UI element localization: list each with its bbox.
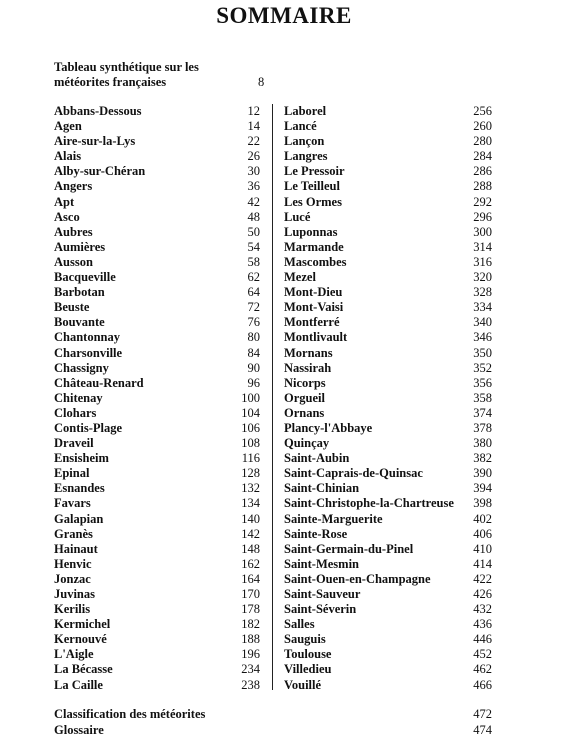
toc-entry	[54, 451, 260, 466]
entry-page-number: 286	[473, 164, 492, 179]
entry-title: Hainaut	[54, 541, 98, 556]
column-divider	[272, 104, 273, 690]
entry-page-number: 260	[473, 119, 492, 134]
intro-line-1	[54, 60, 274, 75]
toc-entry	[54, 496, 260, 511]
entry-page-number: 334	[473, 300, 492, 315]
entry-title: Saint-Mesmin	[284, 556, 359, 571]
entry-title: Ensisheim	[54, 451, 109, 466]
entry-page-number: 414	[473, 556, 492, 571]
toc-entry	[54, 647, 260, 662]
toc-entry	[54, 240, 260, 255]
entry-page-number: 96	[247, 375, 260, 390]
entry-title: Vouillé	[284, 677, 322, 692]
toc-entry	[54, 270, 260, 285]
toc-entry	[54, 164, 260, 179]
entry-page-number: 178	[241, 602, 260, 617]
entry-title: Laborel	[284, 104, 327, 118]
entry-title: Les Ormes	[284, 194, 342, 209]
entry-title: Sainte-Rose	[284, 526, 348, 541]
entry-page-number: 50	[247, 224, 260, 239]
entry-page-number: 14	[247, 119, 260, 134]
entry-page-number: 140	[241, 511, 260, 526]
entry-title: Mascombes	[284, 254, 347, 269]
entry-page-number: 22	[247, 134, 260, 149]
toc-entry	[284, 164, 492, 179]
entry-page-number: 162	[241, 556, 260, 571]
entry-page-number: 26	[247, 149, 260, 164]
entry-page-number: 100	[241, 390, 260, 405]
entry-page-number: 410	[473, 541, 492, 556]
toc-entry	[284, 662, 492, 677]
entry-page-number: 12	[247, 104, 260, 118]
entry-page-number: 170	[241, 587, 260, 601]
toc-entry	[54, 300, 260, 315]
entry-page-number: 340	[473, 315, 492, 330]
toc-entry	[54, 149, 260, 164]
entry-title: Villedieu	[284, 662, 332, 677]
entry-page-number: 382	[473, 451, 492, 466]
entry-title: Kermichel	[54, 617, 111, 632]
toc-entry	[54, 391, 260, 406]
toc-entry	[284, 270, 492, 285]
entry-title: L'Aigle	[54, 647, 94, 662]
entry-page-number: 72	[247, 300, 260, 315]
entry-page-number: 394	[473, 481, 492, 496]
toc-entry	[284, 255, 492, 270]
entry-page-number: 108	[241, 436, 260, 451]
toc-entry	[54, 542, 260, 557]
entry-title: Epinal	[54, 466, 90, 481]
entry-title: Toulouse	[284, 647, 332, 662]
toc-entry	[54, 572, 260, 587]
entry-page-number: 54	[247, 239, 260, 254]
entry-page-number: 296	[473, 209, 492, 224]
entry-title: Saint-Ouen-en-Champagne	[284, 571, 431, 586]
toc-entry	[284, 210, 492, 225]
toc-entry	[54, 255, 260, 270]
entry-title: Barbotan	[54, 285, 105, 300]
entry-title: Henvic	[54, 556, 92, 571]
entry-page-number: 378	[473, 420, 492, 435]
entry-page-number: 134	[241, 496, 260, 511]
entry-title: Sauguis	[284, 632, 326, 647]
entry-title: Chantonnay	[54, 330, 120, 345]
entry-title: Plancy-l'Abbaye	[284, 420, 373, 435]
entry-title: Asco	[54, 209, 80, 224]
toc-entry	[284, 421, 492, 436]
entry-page-number: 62	[247, 270, 260, 285]
entry-title: La Bécasse	[54, 662, 113, 677]
intro-line-2	[54, 75, 274, 90]
toc-entry	[284, 602, 492, 617]
toc-entry	[54, 722, 492, 738]
toc-entry	[54, 602, 260, 617]
toc-entry	[284, 285, 492, 300]
entry-title: Mont-Vaisi	[284, 300, 344, 315]
entry-title: Galapian	[54, 511, 104, 526]
entry-page-number: 432	[473, 602, 492, 617]
toc-entry	[54, 315, 260, 330]
toc-entry	[284, 451, 492, 466]
entry-title: Saint-Sauveur	[284, 587, 361, 601]
entry-page-number: 164	[241, 571, 260, 586]
toc-entry	[54, 361, 260, 376]
entry-title: Saint-Séverin	[284, 602, 357, 617]
entry-title: Lancé	[284, 119, 317, 134]
toc-entry	[284, 436, 492, 451]
toc-entry	[284, 149, 492, 164]
entry-title: Classification des météorites	[54, 707, 206, 721]
toc-entry	[284, 240, 492, 255]
toc-entry	[284, 195, 492, 210]
toc-entry	[54, 346, 260, 361]
entry-page-number: 406	[473, 526, 492, 541]
entry-page-number: 182	[241, 617, 260, 632]
entry-title: Montlivault	[284, 330, 348, 345]
entry-title: Montferré	[284, 315, 340, 330]
toc-entry	[54, 662, 260, 677]
entry-page-number: 30	[247, 164, 260, 179]
toc-entry	[54, 225, 260, 240]
entry-page-number: 358	[473, 390, 492, 405]
toc-entry	[54, 195, 260, 210]
bottom-entries	[54, 706, 492, 738]
entry-title: Clohars	[54, 405, 97, 420]
toc-entry	[54, 706, 492, 722]
entry-title: Saint-Christophe-la-Chartreuse	[284, 496, 454, 511]
entry-page-number: 80	[247, 330, 260, 345]
entry-page-number: 328	[473, 285, 492, 300]
toc-entry	[284, 134, 492, 149]
entry-title: Nicorps	[284, 375, 326, 390]
toc-entry	[54, 285, 260, 300]
entry-title: Luponnas	[284, 224, 338, 239]
entry-page-number: 320	[473, 270, 492, 285]
entry-title: Mont-Dieu	[284, 285, 343, 300]
toc-entry	[284, 527, 492, 542]
entry-title: Beuste	[54, 300, 90, 315]
toc-entry	[54, 104, 260, 119]
entry-title: Favars	[54, 496, 91, 511]
intro-text-1: Tableau synthétique sur les	[54, 60, 199, 74]
toc-entry	[284, 557, 492, 572]
entry-page-number: 300	[473, 224, 492, 239]
entry-page-number: 196	[241, 647, 260, 662]
toc-entry	[54, 512, 260, 527]
entry-title: Le Pressoir	[284, 164, 345, 179]
entry-page-number: 132	[241, 481, 260, 496]
entry-page-number: 36	[247, 179, 260, 194]
entry-title: Salles	[284, 617, 315, 632]
toc-entry	[284, 391, 492, 406]
entry-page-number: 116	[241, 451, 260, 466]
entry-title: Apt	[54, 194, 75, 209]
entry-page-number: 352	[473, 360, 492, 375]
entry-title: Quinçay	[284, 436, 330, 451]
toc-entry	[284, 632, 492, 647]
entry-page-number: 462	[473, 662, 492, 677]
entry-page-number: 466	[473, 677, 492, 692]
toc-entry	[284, 496, 492, 511]
entry-title: Aumières	[54, 239, 106, 254]
entry-title: Le Teilleul	[284, 179, 340, 194]
toc-entry	[284, 104, 492, 119]
intro-text-2: météorites françaises	[54, 75, 167, 89]
entry-page-number: 48	[247, 209, 260, 224]
entry-title: Nassirah	[284, 360, 332, 375]
toc-entry	[284, 330, 492, 345]
entry-title: Agen	[54, 119, 82, 134]
entry-title: Saint-Chinian	[284, 481, 360, 496]
left-column	[54, 104, 260, 693]
entry-page-number: 402	[473, 511, 492, 526]
entry-page-number: 128	[241, 466, 260, 481]
entry-page-number: 142	[241, 526, 260, 541]
entry-title: Sainte-Marguerite	[284, 511, 383, 526]
entry-title: Charsonville	[54, 345, 123, 360]
entry-title: Abbans-Dessous	[54, 104, 142, 118]
entry-title: Chassigny	[54, 360, 109, 375]
entry-title: Saint-Germain-du-Pinel	[284, 541, 414, 556]
toc-entry	[284, 587, 492, 602]
toc-entry	[54, 436, 260, 451]
entry-page-number: 472	[473, 707, 492, 721]
toc-entry	[54, 179, 260, 194]
entry-title: Jonzac	[54, 571, 91, 586]
entry-title: Lucé	[284, 209, 311, 224]
intro-page-number: 8	[258, 75, 265, 89]
entry-title: Chitenay	[54, 390, 103, 405]
toc-entry	[54, 134, 260, 149]
entry-page-number: 390	[473, 466, 492, 481]
entry-page-number: 84	[247, 345, 260, 360]
toc-entry	[284, 572, 492, 587]
toc-entry	[284, 406, 492, 421]
toc-entry	[54, 678, 260, 693]
entry-title: Aubres	[54, 224, 93, 239]
entry-page-number: 356	[473, 375, 492, 390]
entry-title: Kernouvé	[54, 632, 107, 647]
entry-page-number: 280	[473, 134, 492, 149]
toc-entry	[54, 466, 260, 481]
entry-page-number: 316	[473, 254, 492, 269]
entry-title: Langres	[284, 149, 328, 164]
entry-page-number: 350	[473, 345, 492, 360]
entry-title: Kerilis	[54, 602, 91, 617]
toc-entry	[54, 376, 260, 391]
toc-entry	[54, 481, 260, 496]
entry-page-number: 380	[473, 436, 492, 451]
entry-title: Contis-Plage	[54, 420, 123, 435]
entry-page-number: 58	[247, 254, 260, 269]
entry-page-number: 398	[473, 496, 492, 511]
entry-page-number: 436	[473, 617, 492, 632]
entry-title: Alais	[54, 149, 82, 164]
toc-entry	[284, 678, 492, 693]
toc-entry	[54, 406, 260, 421]
entry-page-number: 64	[247, 285, 260, 300]
toc-entry	[54, 617, 260, 632]
entry-title: Bouvante	[54, 315, 105, 330]
entry-page-number: 446	[473, 632, 492, 647]
entry-page-number: 452	[473, 647, 492, 662]
entry-page-number: 288	[473, 179, 492, 194]
entry-page-number: 238	[241, 677, 260, 692]
entry-page-number: 474	[473, 723, 492, 737]
entry-title: Lançon	[284, 134, 325, 149]
toc-entry	[284, 361, 492, 376]
entry-page-number: 292	[473, 194, 492, 209]
entry-page-number: 90	[247, 360, 260, 375]
toc-entry	[284, 179, 492, 194]
toc-entry	[54, 557, 260, 572]
toc-entry	[284, 542, 492, 557]
entry-page-number: 106	[241, 420, 260, 435]
entry-page-number: 104	[241, 405, 260, 420]
entry-title: Glossaire	[54, 723, 104, 737]
toc-entry	[284, 647, 492, 662]
toc-entry	[284, 315, 492, 330]
toc-entry	[284, 225, 492, 240]
entry-page-number: 234	[241, 662, 260, 677]
toc-entry	[54, 330, 260, 345]
entry-page-number: 422	[473, 571, 492, 586]
toc-entry	[284, 617, 492, 632]
entry-title: Saint-Caprais-de-Quinsac	[284, 466, 423, 481]
toc-entry	[284, 346, 492, 361]
entry-page-number: 148	[241, 541, 260, 556]
toc-entry	[54, 210, 260, 225]
toc-entry	[54, 421, 260, 436]
toc-entry	[54, 632, 260, 647]
toc-entry	[284, 512, 492, 527]
toc-entry	[54, 587, 260, 602]
entry-page-number: 314	[473, 239, 492, 254]
toc-entry	[54, 527, 260, 542]
entry-page-number: 426	[473, 587, 492, 601]
intro-entry	[54, 60, 274, 90]
toc-entry	[284, 466, 492, 481]
entry-title: Ausson	[54, 254, 93, 269]
entry-title: Bacqueville	[54, 270, 116, 285]
entry-page-number: 284	[473, 149, 492, 164]
entry-title: Granès	[54, 526, 93, 541]
entry-title: Angers	[54, 179, 93, 194]
entry-title: Château-Renard	[54, 375, 144, 390]
toc-entry	[284, 376, 492, 391]
entry-page-number: 42	[247, 194, 260, 209]
entry-title: Ornans	[284, 405, 325, 420]
entry-title: Juvinas	[54, 587, 95, 601]
toc-entry	[284, 481, 492, 496]
entry-title: Draveil	[54, 436, 94, 451]
entry-title: Orgueil	[284, 390, 325, 405]
entry-title: La Caille	[54, 677, 103, 692]
entry-title: Aire-sur-la-Lys	[54, 134, 136, 149]
page-title: SOMMAIRE	[216, 3, 352, 28]
entry-page-number: 76	[247, 315, 260, 330]
entry-title: Marmande	[284, 239, 344, 254]
entry-page-number: 374	[473, 405, 492, 420]
toc-entry	[284, 300, 492, 315]
entry-page-number: 188	[241, 632, 260, 647]
entry-page-number: 346	[473, 330, 492, 345]
entry-title: Mezel	[284, 270, 316, 285]
entry-title: Alby-sur-Chéran	[54, 164, 146, 179]
entry-title: Saint-Aubin	[284, 451, 350, 466]
toc-entry	[54, 119, 260, 134]
entry-title: Esnandes	[54, 481, 105, 496]
right-column	[284, 104, 492, 693]
entry-title: Mornans	[284, 345, 333, 360]
entry-page-number: 256	[473, 104, 492, 118]
toc-entry	[284, 119, 492, 134]
